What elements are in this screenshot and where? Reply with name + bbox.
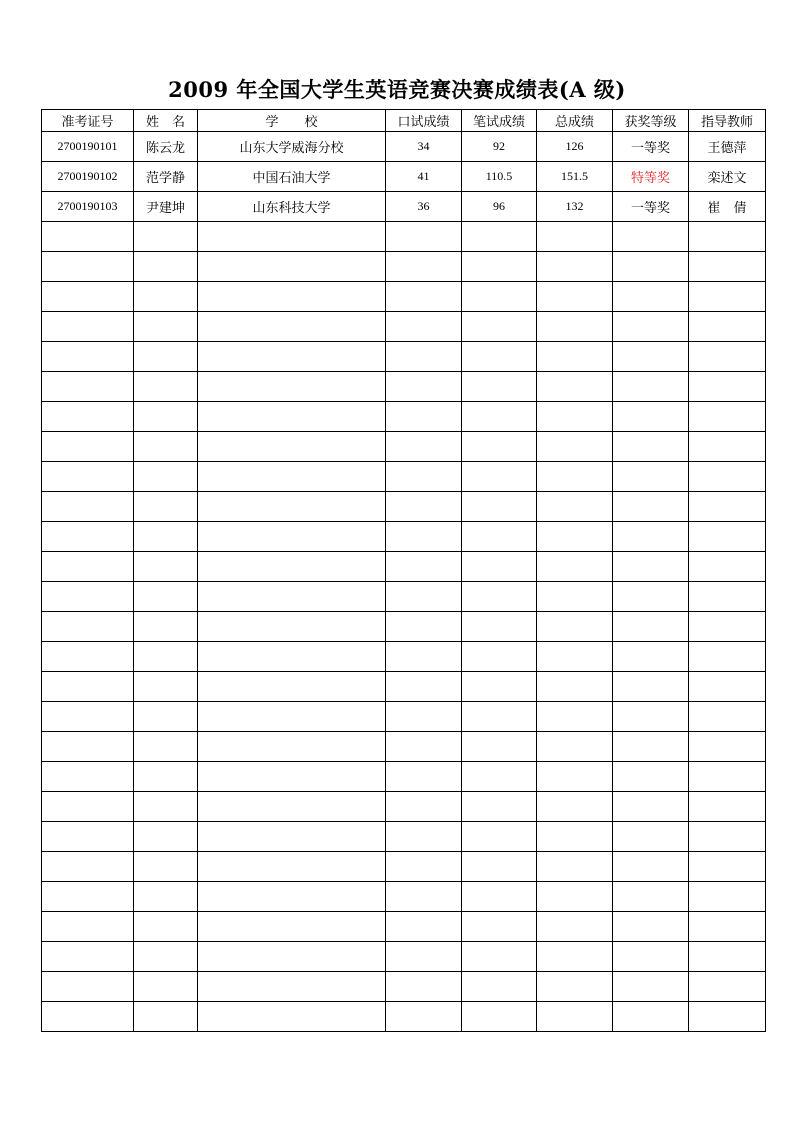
- empty-cell: [386, 282, 462, 312]
- table-row: [42, 132, 766, 162]
- empty-row: [42, 942, 766, 972]
- total-score-cell: 132: [537, 192, 613, 222]
- empty-cell: [537, 462, 613, 492]
- empty-cell: [42, 252, 134, 282]
- empty-cell: [689, 852, 766, 882]
- total-score-cell: 126: [537, 132, 613, 162]
- empty-cell: [198, 792, 386, 822]
- empty-cell: [42, 282, 134, 312]
- empty-cell: [134, 972, 198, 1002]
- empty-cell: [386, 522, 462, 552]
- empty-cell: [613, 552, 689, 582]
- empty-cell: [386, 882, 462, 912]
- empty-row: [42, 342, 766, 372]
- empty-cell: [689, 822, 766, 852]
- empty-cell: [134, 702, 198, 732]
- empty-cell: [613, 972, 689, 1002]
- empty-cell: [134, 582, 198, 612]
- empty-row: [42, 672, 766, 702]
- empty-cell: [42, 702, 134, 732]
- empty-cell: [134, 462, 198, 492]
- empty-cell: [134, 942, 198, 972]
- empty-cell: [689, 372, 766, 402]
- header-exam-id: 准考证号: [42, 110, 134, 132]
- empty-cell: [613, 912, 689, 942]
- empty-cell: [462, 642, 537, 672]
- empty-row: [42, 792, 766, 822]
- empty-cell: [42, 492, 134, 522]
- empty-cell: [613, 252, 689, 282]
- empty-cell: [198, 582, 386, 612]
- empty-cell: [198, 222, 386, 252]
- empty-cell: [42, 222, 134, 252]
- empty-cell: [689, 672, 766, 702]
- empty-row: [42, 912, 766, 942]
- empty-cell: [537, 852, 613, 882]
- empty-cell: [462, 882, 537, 912]
- empty-cell: [613, 312, 689, 342]
- empty-cell: [462, 762, 537, 792]
- empty-cell: [386, 552, 462, 582]
- empty-row: [42, 432, 766, 462]
- empty-row: [42, 552, 766, 582]
- empty-cell: [613, 342, 689, 372]
- empty-cell: [42, 852, 134, 882]
- empty-cell: [689, 252, 766, 282]
- empty-cell: [42, 462, 134, 492]
- empty-cell: [462, 582, 537, 612]
- empty-cell: [134, 552, 198, 582]
- total-score-cell: 151.5: [537, 162, 613, 192]
- empty-cell: [537, 492, 613, 522]
- empty-cell: [134, 282, 198, 312]
- empty-cell: [689, 342, 766, 372]
- empty-cell: [386, 462, 462, 492]
- empty-cell: [134, 402, 198, 432]
- empty-cell: [386, 312, 462, 342]
- empty-cell: [613, 642, 689, 672]
- empty-cell: [386, 642, 462, 672]
- empty-cell: [613, 1002, 689, 1032]
- empty-cell: [198, 252, 386, 282]
- empty-cell: [613, 492, 689, 522]
- empty-cell: [134, 312, 198, 342]
- empty-cell: [386, 732, 462, 762]
- empty-row: [42, 1002, 766, 1032]
- empty-cell: [613, 402, 689, 432]
- empty-cell: [134, 732, 198, 762]
- empty-cell: [198, 912, 386, 942]
- empty-cell: [198, 762, 386, 792]
- empty-cell: [42, 972, 134, 1002]
- empty-cell: [689, 402, 766, 432]
- header-award-level: 获奖等级: [613, 110, 689, 132]
- empty-row: [42, 522, 766, 552]
- empty-cell: [386, 942, 462, 972]
- empty-cell: [386, 252, 462, 282]
- empty-cell: [198, 432, 386, 462]
- empty-cell: [134, 342, 198, 372]
- empty-row: [42, 282, 766, 312]
- empty-cell: [198, 672, 386, 702]
- empty-row: [42, 492, 766, 522]
- empty-cell: [689, 642, 766, 672]
- empty-cell: [42, 342, 134, 372]
- empty-cell: [689, 612, 766, 642]
- empty-cell: [613, 882, 689, 912]
- empty-cell: [386, 702, 462, 732]
- empty-cell: [462, 342, 537, 372]
- empty-cell: [537, 522, 613, 552]
- empty-cell: [42, 582, 134, 612]
- empty-cell: [386, 792, 462, 822]
- empty-cell: [134, 252, 198, 282]
- empty-cell: [386, 762, 462, 792]
- empty-cell: [198, 402, 386, 432]
- empty-cell: [386, 402, 462, 432]
- empty-cell: [198, 312, 386, 342]
- empty-cell: [386, 852, 462, 882]
- empty-cell: [537, 252, 613, 282]
- empty-cell: [689, 762, 766, 792]
- empty-cell: [198, 882, 386, 912]
- empty-cell: [689, 1002, 766, 1032]
- empty-row: [42, 702, 766, 732]
- empty-cell: [198, 612, 386, 642]
- empty-cell: [198, 522, 386, 552]
- empty-cell: [134, 432, 198, 462]
- empty-cell: [462, 822, 537, 852]
- empty-row: [42, 972, 766, 1002]
- empty-cell: [537, 702, 613, 732]
- award-cell: 一等奖: [613, 132, 689, 162]
- empty-cell: [386, 972, 462, 1002]
- written-score-cell: 96: [462, 192, 537, 222]
- empty-cell: [198, 372, 386, 402]
- empty-cell: [42, 642, 134, 672]
- empty-row: [42, 822, 766, 852]
- empty-cell: [198, 282, 386, 312]
- empty-cell: [42, 822, 134, 852]
- empty-cell: [462, 282, 537, 312]
- document-title: 2009 年全国大学生英语竞赛决赛成绩表(A 级): [168, 77, 626, 102]
- empty-row: [42, 252, 766, 282]
- empty-cell: [613, 762, 689, 792]
- empty-cell: [613, 432, 689, 462]
- empty-cell: [537, 432, 613, 462]
- empty-cell: [689, 312, 766, 342]
- empty-cell: [198, 852, 386, 882]
- empty-cell: [613, 612, 689, 642]
- empty-cell: [134, 222, 198, 252]
- empty-cell: [42, 942, 134, 972]
- empty-cell: [537, 672, 613, 702]
- empty-cell: [537, 972, 613, 1002]
- empty-cell: [134, 492, 198, 522]
- school-cell: 山东科技大学: [198, 192, 386, 222]
- name-cell: 陈云龙: [134, 132, 198, 162]
- empty-cell: [42, 1002, 134, 1032]
- empty-cell: [134, 852, 198, 882]
- name-cell: 范学静: [134, 162, 198, 192]
- empty-cell: [462, 522, 537, 552]
- empty-cell: [689, 552, 766, 582]
- empty-cell: [198, 702, 386, 732]
- written-score-cell: 92: [462, 132, 537, 162]
- empty-cell: [613, 702, 689, 732]
- header-row: [42, 110, 766, 132]
- empty-cell: [537, 582, 613, 612]
- empty-cell: [42, 762, 134, 792]
- empty-cell: [537, 732, 613, 762]
- oral-score-cell: 41: [386, 162, 462, 192]
- header-written-score: 笔试成绩: [462, 110, 537, 132]
- empty-cell: [462, 402, 537, 432]
- table-row: [42, 192, 766, 222]
- empty-cell: [537, 882, 613, 912]
- empty-cell: [689, 912, 766, 942]
- empty-cell: [198, 462, 386, 492]
- empty-cell: [613, 222, 689, 252]
- empty-cell: [537, 282, 613, 312]
- empty-cell: [462, 462, 537, 492]
- empty-cell: [198, 492, 386, 522]
- empty-cell: [462, 552, 537, 582]
- empty-cell: [134, 912, 198, 942]
- empty-cell: [462, 792, 537, 822]
- empty-cell: [537, 762, 613, 792]
- empty-row: [42, 312, 766, 342]
- empty-cell: [198, 552, 386, 582]
- empty-cell: [537, 222, 613, 252]
- empty-cell: [462, 972, 537, 1002]
- empty-row: [42, 402, 766, 432]
- empty-cell: [134, 882, 198, 912]
- empty-cell: [462, 732, 537, 762]
- empty-cell: [462, 432, 537, 462]
- empty-cell: [537, 342, 613, 372]
- empty-cell: [613, 792, 689, 822]
- empty-cell: [462, 672, 537, 702]
- empty-cell: [613, 852, 689, 882]
- empty-cell: [613, 282, 689, 312]
- header-name: 姓 名: [134, 110, 198, 132]
- empty-cell: [613, 582, 689, 612]
- empty-cell: [198, 642, 386, 672]
- empty-cell: [198, 942, 386, 972]
- empty-cell: [537, 912, 613, 942]
- empty-cell: [42, 792, 134, 822]
- empty-cell: [198, 732, 386, 762]
- empty-cell: [42, 372, 134, 402]
- empty-cell: [537, 372, 613, 402]
- empty-cell: [462, 252, 537, 282]
- empty-cell: [134, 672, 198, 702]
- empty-cell: [537, 942, 613, 972]
- empty-cell: [198, 972, 386, 1002]
- empty-row: [42, 852, 766, 882]
- empty-cell: [462, 222, 537, 252]
- exam-id-cell: 2700190101: [42, 132, 134, 162]
- empty-cell: [613, 522, 689, 552]
- empty-cell: [689, 972, 766, 1002]
- empty-row: [42, 732, 766, 762]
- empty-cell: [386, 1002, 462, 1032]
- empty-cell: [689, 882, 766, 912]
- empty-cell: [134, 522, 198, 552]
- empty-cell: [537, 792, 613, 822]
- empty-cell: [537, 612, 613, 642]
- header-total-score: 总成绩: [537, 110, 613, 132]
- empty-cell: [462, 492, 537, 522]
- empty-cell: [537, 312, 613, 342]
- teacher-cell: 王德萍: [689, 132, 766, 162]
- teacher-cell: 崔 倩: [689, 192, 766, 222]
- empty-cell: [42, 672, 134, 702]
- empty-row: [42, 372, 766, 402]
- empty-cell: [386, 432, 462, 462]
- empty-cell: [689, 792, 766, 822]
- empty-cell: [689, 702, 766, 732]
- empty-cell: [386, 612, 462, 642]
- empty-cell: [42, 552, 134, 582]
- empty-row: [42, 882, 766, 912]
- empty-cell: [462, 852, 537, 882]
- empty-cell: [537, 822, 613, 852]
- empty-cell: [386, 912, 462, 942]
- empty-cell: [537, 552, 613, 582]
- empty-cell: [689, 492, 766, 522]
- empty-cell: [42, 402, 134, 432]
- empty-cell: [689, 462, 766, 492]
- empty-cell: [386, 672, 462, 702]
- oral-score-cell: 34: [386, 132, 462, 162]
- empty-cell: [134, 612, 198, 642]
- empty-cell: [42, 912, 134, 942]
- empty-cell: [134, 762, 198, 792]
- empty-cell: [42, 312, 134, 342]
- school-cell: 山东大学威海分校: [198, 132, 386, 162]
- empty-row: [42, 462, 766, 492]
- empty-cell: [689, 522, 766, 552]
- header-teacher: 指导教师: [689, 110, 766, 132]
- results-table: [41, 109, 766, 1032]
- empty-row: [42, 582, 766, 612]
- empty-cell: [613, 672, 689, 702]
- empty-cell: [386, 372, 462, 402]
- table-row: [42, 162, 766, 192]
- empty-cell: [198, 1002, 386, 1032]
- empty-cell: [134, 372, 198, 402]
- award-cell-special: 特等奖: [613, 162, 689, 192]
- award-cell: 一等奖: [613, 192, 689, 222]
- empty-cell: [613, 462, 689, 492]
- empty-cell: [462, 312, 537, 342]
- empty-row: [42, 222, 766, 252]
- empty-cell: [386, 342, 462, 372]
- empty-cell: [198, 822, 386, 852]
- empty-row: [42, 762, 766, 792]
- empty-cell: [386, 222, 462, 252]
- empty-cell: [613, 942, 689, 972]
- empty-cell: [689, 282, 766, 312]
- empty-cell: [689, 222, 766, 252]
- empty-row: [42, 642, 766, 672]
- teacher-cell: 栾述文: [689, 162, 766, 192]
- empty-cell: [134, 642, 198, 672]
- exam-id-cell: 2700190103: [42, 192, 134, 222]
- empty-cell: [689, 732, 766, 762]
- empty-cell: [386, 822, 462, 852]
- empty-cell: [42, 732, 134, 762]
- empty-cell: [462, 702, 537, 732]
- header-oral-score: 口试成绩: [386, 110, 462, 132]
- empty-cell: [134, 792, 198, 822]
- empty-cell: [42, 612, 134, 642]
- empty-cell: [689, 942, 766, 972]
- empty-cell: [462, 942, 537, 972]
- empty-cell: [613, 822, 689, 852]
- empty-cell: [386, 492, 462, 522]
- empty-cell: [462, 1002, 537, 1032]
- oral-score-cell: 36: [386, 192, 462, 222]
- empty-cell: [537, 1002, 613, 1032]
- empty-cell: [689, 432, 766, 462]
- empty-cell: [462, 372, 537, 402]
- empty-cell: [462, 612, 537, 642]
- exam-id-cell: 2700190102: [42, 162, 134, 192]
- name-cell: 尹建坤: [134, 192, 198, 222]
- empty-cell: [689, 582, 766, 612]
- header-school: 学 校: [198, 110, 386, 132]
- empty-cell: [42, 882, 134, 912]
- written-score-cell: 110.5: [462, 162, 537, 192]
- empty-cell: [613, 732, 689, 762]
- empty-cell: [462, 912, 537, 942]
- empty-cell: [537, 402, 613, 432]
- empty-cell: [198, 342, 386, 372]
- empty-cell: [42, 522, 134, 552]
- school-cell: 中国石油大学: [198, 162, 386, 192]
- empty-cell: [386, 582, 462, 612]
- empty-row: [42, 612, 766, 642]
- empty-cell: [134, 1002, 198, 1032]
- empty-cell: [537, 642, 613, 672]
- empty-cell: [613, 372, 689, 402]
- empty-cell: [42, 432, 134, 462]
- empty-cell: [134, 822, 198, 852]
